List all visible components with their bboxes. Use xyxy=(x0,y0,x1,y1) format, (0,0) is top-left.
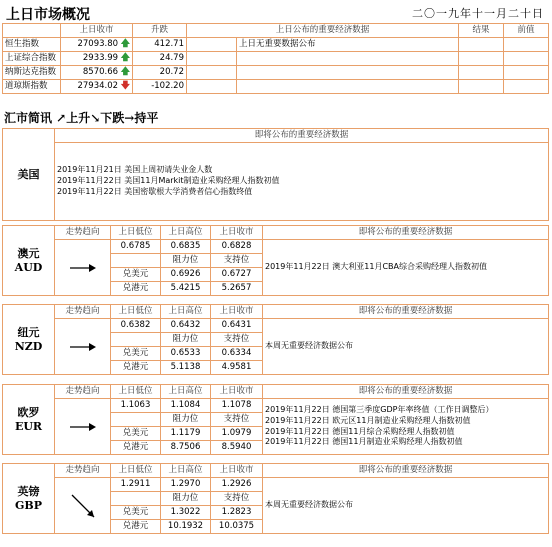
usa-events: 2019年11月21日 美国上周初请失业金人数 2019年11月22日 美国11月Markit制造业采购经理人指数初值 2019年11月22日 美国密歇根大学消费者信心指数终值 xyxy=(55,143,549,221)
close-value: 0.6828 xyxy=(211,240,263,254)
trend-flat-arrow-icon xyxy=(55,399,111,455)
index-name: 上证综合指数 xyxy=(3,52,61,66)
col-close: 上日收市 xyxy=(211,226,263,240)
col-high: 上日高位 xyxy=(161,226,211,240)
vs-hkd-label: 兑港元 xyxy=(111,282,161,296)
trend-flat-arrow-icon xyxy=(55,319,111,375)
currency-name: 英镑 xyxy=(17,484,40,498)
col-result: 结果 xyxy=(459,24,504,38)
col-prev: 前值 xyxy=(504,24,549,38)
low-value: 0.6382 xyxy=(111,319,161,333)
index-name: 恒生指数 xyxy=(3,38,61,52)
high-value: 0.6835 xyxy=(161,240,211,254)
col-upcoming: 即将公布的重要经济数据 xyxy=(263,464,549,478)
currency-events: 2019年11月22日 德国第三季度GDP年率终值（工作日调整后） 2019年11月22日 欧元区11月制造业采购经理人指数初值 2019年11月22日 德国11月综合采购经理人指数初值 2019年11月22日 德国11月制造业采购经理人指数初值 xyxy=(263,399,549,455)
col-upcoming: 即将公布的重要经济数据 xyxy=(263,305,549,319)
usd-resistance: 1.1179 xyxy=(161,427,211,441)
currency-code: NZD xyxy=(14,339,43,353)
up-arrow-icon: 🡅 xyxy=(120,67,130,77)
usa-label: 美国 xyxy=(3,129,55,221)
col-low: 上日低位 xyxy=(111,226,161,240)
col-upcoming: 即将公布的重要经济数据 xyxy=(263,226,549,240)
market-table xyxy=(2,23,187,94)
resistance-label: 阻力位 xyxy=(161,254,211,268)
vs-usd-label: 兑美元 xyxy=(111,268,161,282)
currency-code: GBP xyxy=(15,498,42,512)
market-row xyxy=(3,66,187,80)
usa-upcoming-header: 即将公布的重要经济数据 xyxy=(55,129,549,143)
col-trend: 走势趋向 xyxy=(55,385,111,399)
col-close: 上日收市 xyxy=(211,464,263,478)
index-close: 8570.66 xyxy=(82,67,119,77)
index-name: 道琼斯指数 xyxy=(3,80,61,94)
col-low: 上日低位 xyxy=(111,305,161,319)
currency-label xyxy=(3,464,55,534)
col-close: 上日收市 xyxy=(61,24,133,38)
col-high: 上日高位 xyxy=(161,464,211,478)
index-change: 24.79 xyxy=(133,52,187,66)
close-value: 0.6431 xyxy=(211,319,263,333)
index-name: 纳斯达克指数 xyxy=(3,66,61,80)
resistance-label: 阻力位 xyxy=(161,333,211,347)
currency-block xyxy=(2,225,549,296)
support-label: 支持位 xyxy=(211,492,263,506)
col-low: 上日低位 xyxy=(111,385,161,399)
vs-hkd-label: 兑港元 xyxy=(111,361,161,375)
usd-resistance: 1.3022 xyxy=(161,506,211,520)
col-close: 上日收市 xyxy=(211,385,263,399)
col-trend: 走势趋向 xyxy=(55,464,111,478)
low-value: 1.1063 xyxy=(111,399,161,413)
close-value: 1.2926 xyxy=(211,478,263,492)
currency-label xyxy=(3,305,55,375)
resistance-label: 阻力位 xyxy=(161,413,211,427)
currency-events: 本周无重要经济数据公布 xyxy=(263,319,549,375)
col-change: 升跌 xyxy=(133,24,187,38)
col-low: 上日低位 xyxy=(111,464,161,478)
low-value: 1.2911 xyxy=(111,478,161,492)
fx-section-title: 汇市简讯 ↗上升↘下跌→持平 xyxy=(4,111,159,125)
currency-name: 纽元 xyxy=(17,325,40,339)
page-title: 上日市场概况 xyxy=(6,7,90,23)
index-change: 20.72 xyxy=(133,66,187,80)
col-high: 上日高位 xyxy=(161,305,211,319)
econ-table xyxy=(186,23,549,94)
market-row xyxy=(3,52,187,66)
support-label: 支持位 xyxy=(211,333,263,347)
trend-flat-arrow-icon xyxy=(55,240,111,296)
usd-support: 1.2823 xyxy=(211,506,263,520)
index-change: -102.20 xyxy=(133,80,187,94)
support-label: 支持位 xyxy=(211,254,263,268)
hkd-resistance: 5.4215 xyxy=(161,282,211,296)
currency-label xyxy=(3,226,55,296)
col-upcoming: 即将公布的重要经济数据 xyxy=(263,385,549,399)
vs-usd-label: 兑美元 xyxy=(111,427,161,441)
index-close: 27093.80 xyxy=(77,39,119,49)
support-label: 支持位 xyxy=(211,413,263,427)
high-value: 0.6432 xyxy=(161,319,211,333)
vs-hkd-label: 兑港元 xyxy=(111,441,161,455)
up-arrow-icon: 🡅 xyxy=(120,39,130,49)
usd-support: 0.6334 xyxy=(211,347,263,361)
market-row xyxy=(3,80,187,94)
currency-block xyxy=(2,384,549,455)
trend-down-arrow-icon xyxy=(55,478,111,534)
high-value: 1.1084 xyxy=(161,399,211,413)
hkd-resistance: 10.1932 xyxy=(161,520,211,534)
currency-name: 澳元 xyxy=(17,246,40,260)
market-row xyxy=(3,38,187,52)
index-close: 2933.99 xyxy=(82,53,119,63)
col-trend: 走势趋向 xyxy=(55,305,111,319)
currency-code: AUD xyxy=(14,260,43,274)
up-arrow-icon: 🡅 xyxy=(120,53,130,63)
vs-hkd-label: 兑港元 xyxy=(111,520,161,534)
currency-block xyxy=(2,463,549,534)
col-trend: 走势趋向 xyxy=(55,226,111,240)
hkd-support: 5.2657 xyxy=(211,282,263,296)
econ-note: 上日无重要数据公布 xyxy=(237,38,459,52)
index-change: 412.71 xyxy=(133,38,187,52)
col-high: 上日高位 xyxy=(161,385,211,399)
usd-resistance: 0.6926 xyxy=(161,268,211,282)
report-date: 二〇一九年十一月二十日 xyxy=(412,7,544,20)
col-econ-data: 上日公布的重要经济数据 xyxy=(187,24,459,38)
vs-usd-label: 兑美元 xyxy=(111,347,161,361)
hkd-support: 10.0375 xyxy=(211,520,263,534)
hkd-resistance: 8.7506 xyxy=(161,441,211,455)
down-arrow-icon: 🡇 xyxy=(120,81,130,91)
currency-block xyxy=(2,304,549,375)
vs-usd-label: 兑美元 xyxy=(111,506,161,520)
hkd-support: 4.9581 xyxy=(211,361,263,375)
close-value: 1.1078 xyxy=(211,399,263,413)
currency-code: EUR xyxy=(14,419,43,433)
currency-events: 本周无重要经济数据公布 xyxy=(263,478,549,534)
hkd-resistance: 5.1138 xyxy=(161,361,211,375)
high-value: 1.2970 xyxy=(161,478,211,492)
resistance-label: 阻力位 xyxy=(161,492,211,506)
currency-label xyxy=(3,385,55,455)
currency-events: 2019年11月22日 澳大利亚11月CBA综合采购经理人指数初值 xyxy=(263,240,549,296)
usd-resistance: 0.6533 xyxy=(161,347,211,361)
usd-support: 1.0979 xyxy=(211,427,263,441)
col-close: 上日收市 xyxy=(211,305,263,319)
currency-name: 欧罗 xyxy=(17,405,40,419)
usa-block xyxy=(2,128,549,221)
hkd-support: 8.5940 xyxy=(211,441,263,455)
usd-support: 0.6727 xyxy=(211,268,263,282)
index-close: 27934.02 xyxy=(77,81,119,91)
low-value: 0.6785 xyxy=(111,240,161,254)
